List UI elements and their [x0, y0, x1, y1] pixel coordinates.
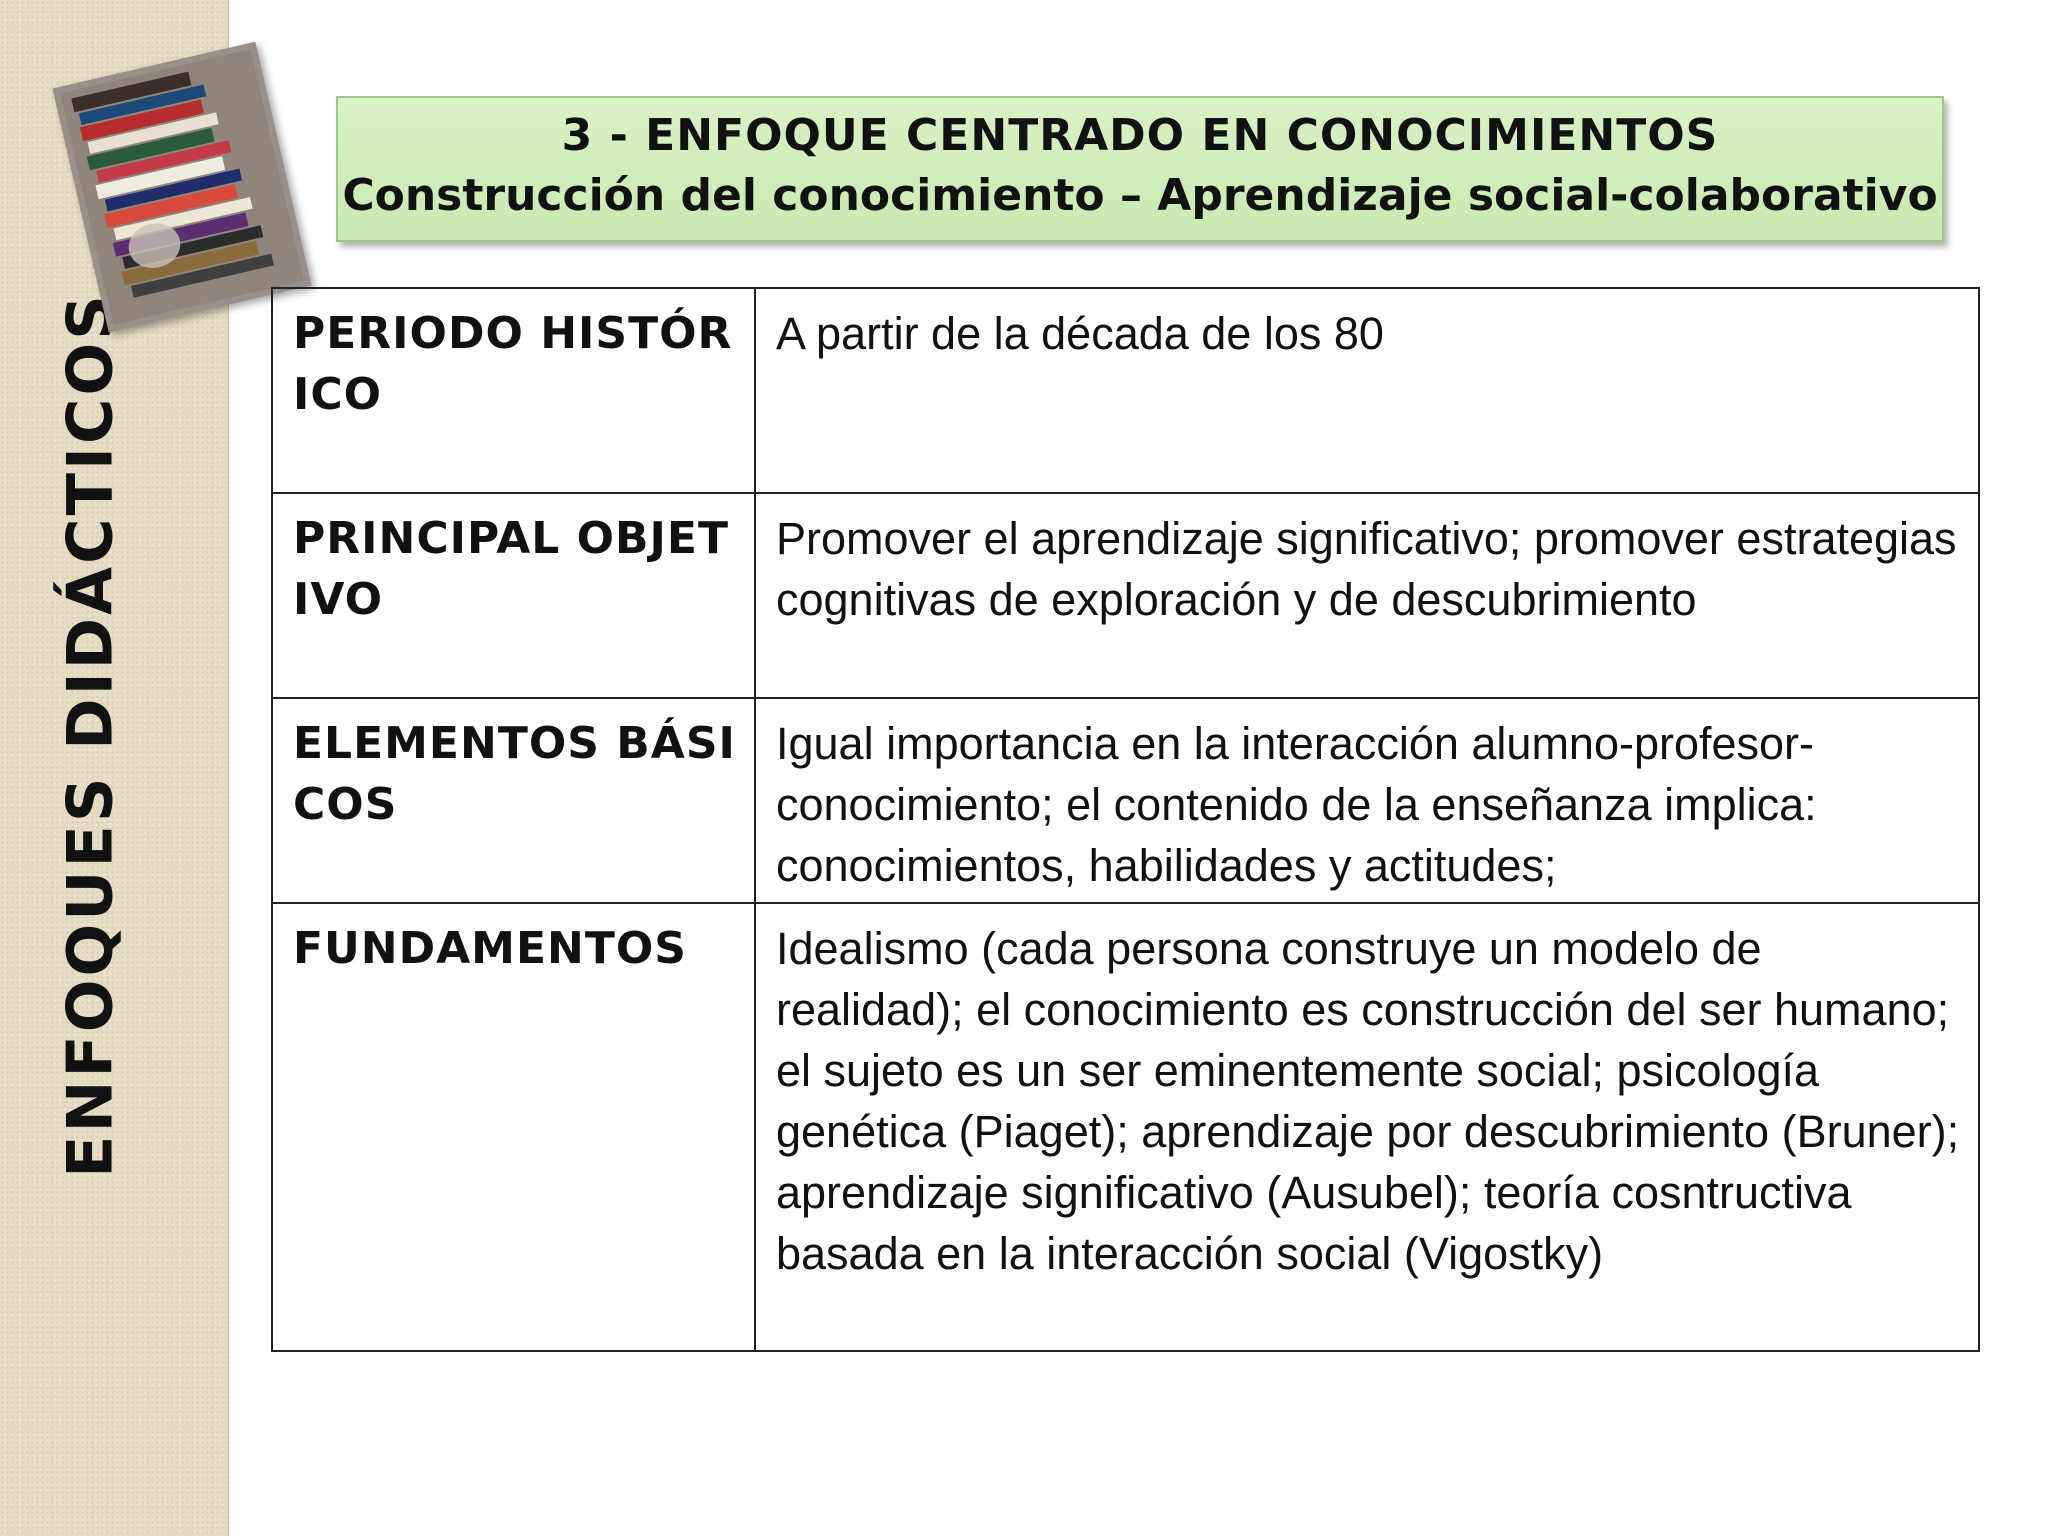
row-label: PRINCIPAL OBJETIVO: [272, 493, 755, 698]
table-row: [272, 698, 1979, 903]
row-value: A partir de la década de los 80: [755, 288, 1979, 493]
banner-title: 3 - ENFOQUE CENTRADO EN CONOCIMIENTOS: [561, 110, 1719, 161]
row-label: ELEMENTOS BÁSICOS: [272, 698, 755, 903]
table-row: [272, 903, 1979, 1351]
table-row: [272, 493, 1979, 698]
row-value: Igual importancia en la interacción alumno-profesor-conocimiento; el contenido de la enseñanza implica: conocimientos, habilidades y actitudes;: [755, 698, 1979, 903]
table-row: [272, 288, 1979, 493]
row-label: PERIODO HISTÓRICO: [272, 288, 755, 493]
row-label: FUNDAMENTOS: [272, 903, 755, 1351]
vertical-title: ENFOQUES DIDÁCTICOS: [53, 292, 127, 1178]
row-value: Idealismo (cada persona construye un modelo de realidad); el conocimiento es construcción del ser humano; el sujeto es un ser eminentemente social; psicología genética (Piaget); aprendizaje por descubrimiento (Bruner); aprendizaje significativo (Ausubel); teoría cosntructiva basada en la interacción social (Vigostky): [755, 903, 1979, 1351]
approach-table: [271, 287, 1980, 1352]
row-value: Promover el aprendizaje significativo; promover estrategias cognitivas de exploración y de descubrimiento: [755, 493, 1979, 698]
title-banner: [336, 96, 1944, 242]
banner-subtitle: Construcción del conocimiento – Aprendizaje social-colaborativo: [342, 170, 1938, 221]
